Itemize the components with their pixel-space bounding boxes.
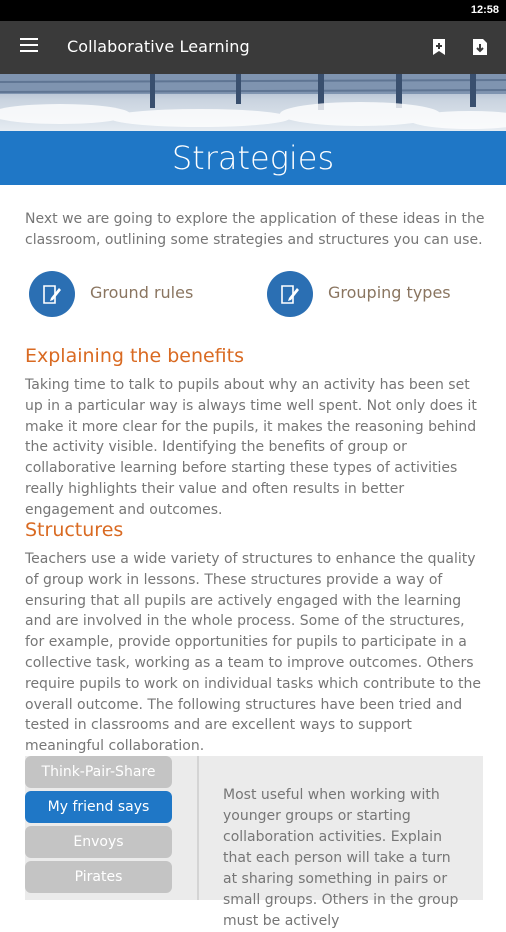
structures-tab-panel: [25, 756, 483, 929]
app-title: Collaborative Learning: [67, 37, 250, 56]
tab-envoys[interactable]: Envoys: [25, 826, 172, 858]
grouping-types-link[interactable]: [267, 270, 467, 318]
grouping-types-label: Grouping types: [328, 283, 451, 302]
section-title-structures: Structures: [25, 519, 124, 541]
tab-my-friend-says[interactable]: My friend says: [25, 791, 172, 823]
download-document-icon[interactable]: [472, 38, 488, 56]
ground-rules-link[interactable]: [29, 270, 229, 318]
page-title: Strategies: [171, 139, 335, 177]
intro-text: Next we are going to explore the application of these ideas in the classroom, outlining some strategies and structures you can use.: [25, 211, 485, 248]
status-bar: [0, 0, 506, 21]
header-image: [0, 74, 506, 131]
page-title-banner: [0, 131, 506, 185]
tab-think-pair-share[interactable]: Think-Pair-Share: [25, 756, 172, 788]
section-title-benefits: Explaining the benefits: [25, 345, 244, 367]
edit-note-icon: [267, 271, 313, 317]
ground-rules-label: Ground rules: [90, 283, 194, 302]
section-body-benefits: Taking time to talk to pupils about why an activity has been set up in a particular way is always time well spent. Not only does it make it more clear for the pupils, it makes the reasoning behind the activity visible. Identifying the benefits of group or collaborative learning before starting these types of activities really highlights their value and often results in better engagement and outcomes.: [25, 377, 477, 518]
tab-content: Most useful when working with younger groups or starting collaboration activities. Explain that each person will take a turn at sharing something in pairs or small groups. Others in the group must be actively: [197, 756, 483, 900]
section-body-structures: Teachers use a wide variety of structures to enhance the quality of group work in lessons. These structures provide a way of ensuring that all pupils are actively engaged with the learning and are involved in the whole process. Some of the structures, for example, provide opportunities for pupils to participate in a collective task, working as a team to improve outcomes. Others require pupils to work on individual tasks which contribute to the overall outcome. The following structures have been tried and tested in classrooms and are excellent ways to support meaningful collaboration.: [25, 551, 482, 755]
edit-note-icon: [29, 271, 75, 317]
status-time: 12:58: [470, 4, 499, 16]
hamburger-menu-icon[interactable]: [20, 38, 38, 52]
app-bar: [0, 21, 506, 74]
tab-pirates[interactable]: Pirates: [25, 861, 172, 893]
bookmark-add-icon[interactable]: [431, 38, 447, 56]
